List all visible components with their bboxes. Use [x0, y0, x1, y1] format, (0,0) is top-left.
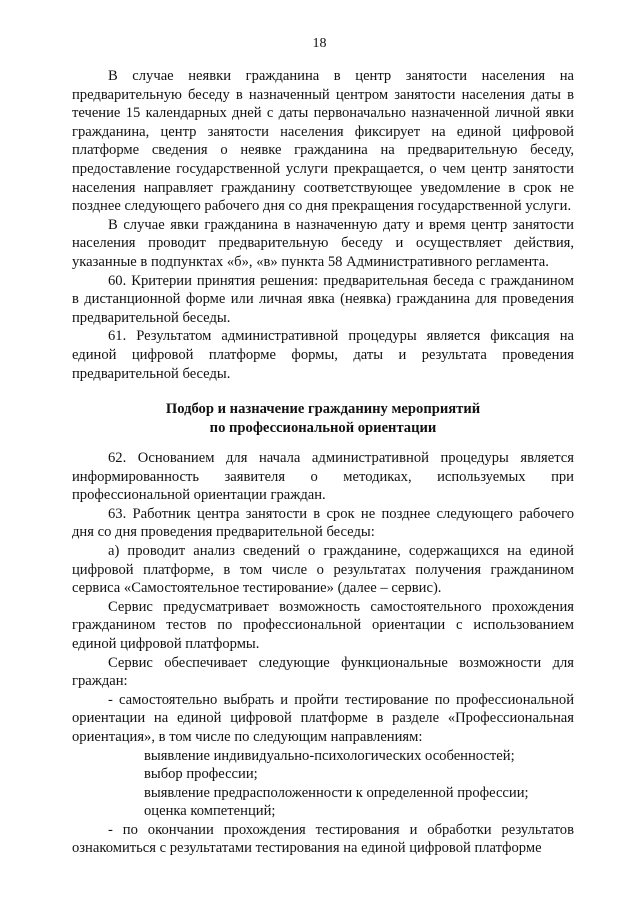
- bullet-paragraph: - самостоятельно выбрать и пройти тестирование по профессиональной ориентации на единой цифровой платформе в разделе «Профессиональная ориентация», в том числе по следующим направлениям:: [72, 691, 574, 745]
- text-block-bottom: [72, 449, 574, 858]
- section-heading-line: Подбор и назначение гражданину мероприятий: [165, 401, 481, 417]
- direction-item: оценка компетенций;: [144, 803, 276, 820]
- paragraph-item-60: 60. Критерии принятия решения: предварительная беседа с гражданином в дистанционной форме или личная явка (неявка) гражданина для проведения предварительной беседы.: [72, 272, 574, 326]
- paragraph: Сервис обеспечивает следующие функциональные возможности для граждан:: [72, 654, 574, 690]
- paragraph-item-63: 63. Работник центра занятости в срок не позднее следующего рабочего дня со дня проведения предварительной беседы:: [72, 505, 574, 541]
- paragraph: В случае явки гражданина в назначенную дату и время центр занятости населения проводит предварительную беседу и осуществляет действия, указанные в подпунктах «б», «в» пункта 58 Административного регламента.: [72, 216, 574, 270]
- paragraph: В случае неявки гражданина в центр занятости населения на предварительную беседу в назначенный центром занятости населения даты в течение 15 календарных дней с даты первоначально назначенной личной явки гражданина, центр занятости населения фиксирует на единой цифровой платформе сведения о неявке гражданина на предварительную беседу, предоставление государственной услуги прекращается, о чем центр занятости населения направляет гражданину соответствующее уведомление в срок не позднее следующего рабочего дня со дня прекращения государственной услуги.: [72, 68, 574, 215]
- paragraph-item-61: 61. Результатом административной процедуры является фиксация на единой цифровой платформе формы, даты и результата проведения предварительной беседы.: [72, 328, 574, 382]
- direction-item: выбор профессии;: [144, 766, 258, 783]
- section-heading: [72, 400, 574, 437]
- page-number: 18: [312, 36, 327, 51]
- direction-item: выявление индивидуально-психологических особенностей;: [144, 747, 515, 764]
- paragraph-item-62: 62. Основанием для начала административной процедуры является информированность заявителя о методиках, используемых при профессиональной ориентации граждан.: [72, 450, 574, 504]
- subparagraph-a: а) проводит анализ сведений о гражданине, содержащихся на единой цифровой платформе, в том числе о результатах получения гражданином сервиса «Самостоятельное тестирование» (далее – сервис).: [72, 542, 574, 597]
- bullet-paragraph: - по окончании прохождения тестирования и обработки результатов ознакомиться с результатами тестирования на единой цифровой платформе: [72, 821, 574, 857]
- section-heading-line: по профессиональной ориентации: [209, 419, 437, 436]
- direction-item: выявление предрасположенности к определенной профессии;: [144, 784, 529, 801]
- paragraph: Сервис предусматривает возможность самостоятельного прохождения гражданином тестов по профессиональной ориентации с использованием единой цифровой платформы.: [72, 598, 574, 652]
- text-block-top: [72, 67, 574, 383]
